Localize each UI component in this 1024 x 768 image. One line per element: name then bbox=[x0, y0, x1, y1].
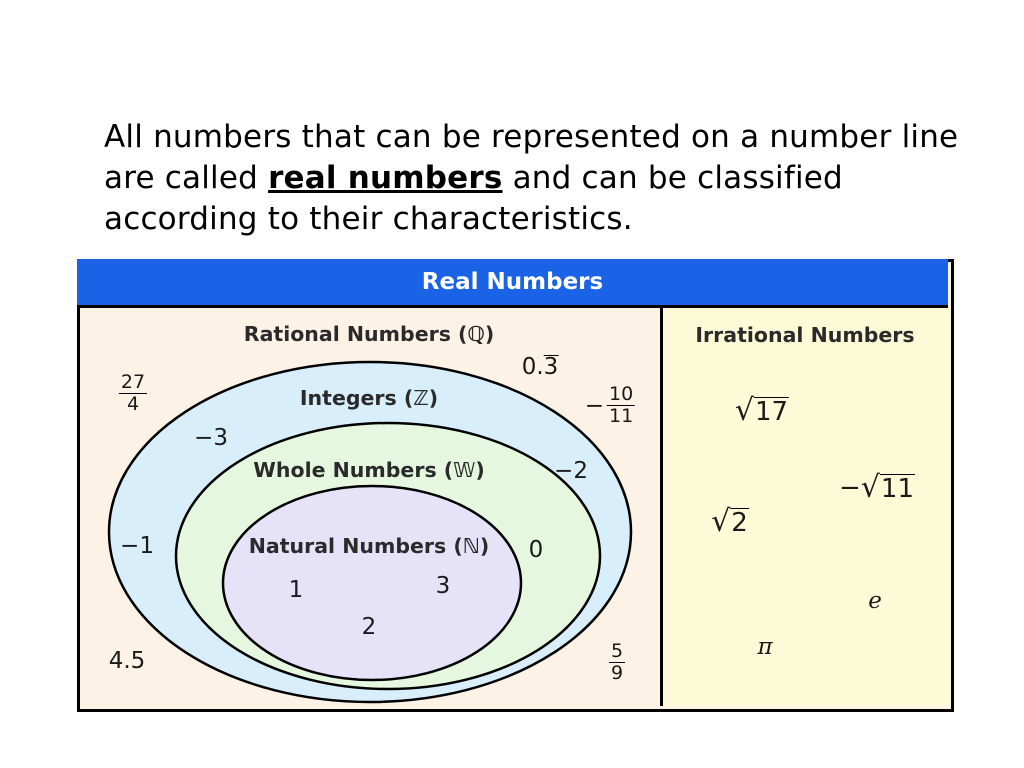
integer-neg-1: −1 bbox=[120, 533, 154, 559]
neg-sqrt-11-sign: − bbox=[838, 473, 861, 503]
fraction-neg-10-11-numerator: 10 bbox=[609, 383, 634, 405]
real-numbers-header-text: Real Numbers bbox=[421, 269, 604, 295]
sqrt-17 bbox=[734, 393, 789, 428]
sqrt-2 bbox=[711, 504, 749, 539]
natural-three: 3 bbox=[435, 573, 451, 599]
intro-paragraph bbox=[104, 117, 964, 240]
pi: π bbox=[757, 634, 773, 660]
real-numbers-keyword: real numbers bbox=[268, 160, 503, 196]
repeating-decimal-whole: 0. bbox=[521, 354, 544, 380]
intro-text-after: and can be classified according to their characteristics. bbox=[104, 160, 843, 237]
fraction-5-9-denominator: 9 bbox=[610, 662, 624, 684]
sqrt-2-radicand: 2 bbox=[731, 508, 748, 538]
integer-neg-3: −3 bbox=[194, 425, 228, 451]
neg-sqrt-11 bbox=[838, 470, 915, 505]
fraction-27-4 bbox=[119, 372, 147, 415]
fraction-27-4-denominator: 4 bbox=[126, 393, 140, 415]
fraction-27-4-numerator: 27 bbox=[120, 371, 146, 393]
whole-zero: 0 bbox=[528, 537, 544, 563]
real-numbers-diagram bbox=[77, 259, 954, 712]
natural-one: 1 bbox=[288, 577, 304, 603]
euler-e: e bbox=[868, 588, 882, 614]
radical-sign-icon: √ bbox=[734, 393, 755, 428]
natural-two: 2 bbox=[361, 614, 377, 640]
rational-numbers-title: Rational Numbers (ℚ) bbox=[243, 322, 495, 346]
fraction-neg-10-11-denominator: 11 bbox=[609, 405, 634, 427]
integer-neg-2: −2 bbox=[554, 458, 588, 484]
irrational-numbers-title: Irrational Numbers bbox=[695, 323, 915, 347]
natural-numbers-title: Natural Numbers (ℕ) bbox=[248, 534, 490, 558]
fraction-5-9 bbox=[609, 641, 625, 684]
decimal-4-5: 4.5 bbox=[108, 648, 146, 674]
fraction-neg-10-11 bbox=[585, 384, 635, 427]
fraction-neg-10-11-sign: − bbox=[584, 392, 605, 419]
integers-title: Integers (ℤ) bbox=[299, 386, 439, 410]
repeating-decimal-digit: 3 bbox=[543, 354, 559, 380]
intro-text-before: All numbers that can be represented on a number line are called bbox=[104, 119, 959, 196]
radical-sign-icon: √ bbox=[711, 504, 731, 539]
sqrt-17-radicand: 17 bbox=[755, 397, 789, 427]
whole-numbers-title: Whole Numbers (𝕎) bbox=[253, 458, 485, 482]
radical-sign-icon: √ bbox=[860, 470, 880, 505]
repeating-decimal bbox=[522, 354, 559, 380]
neg-sqrt-11-radicand: 11 bbox=[880, 474, 915, 504]
natural-numbers-oval bbox=[223, 486, 521, 680]
fraction-5-9-numerator: 5 bbox=[610, 640, 624, 662]
